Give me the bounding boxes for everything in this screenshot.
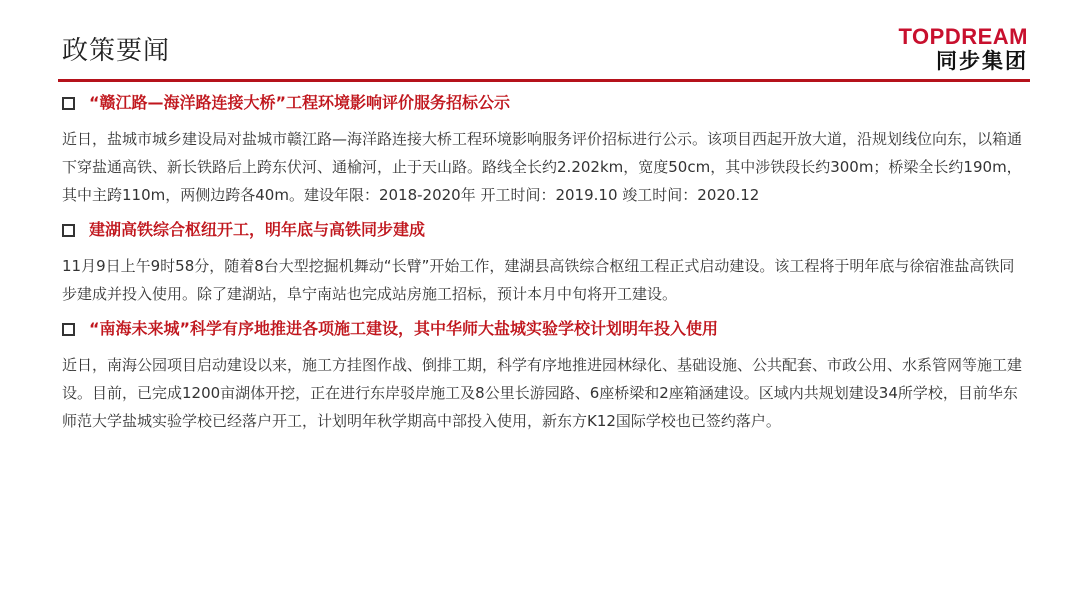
square-bullet-icon [62,224,75,237]
news-list [62,90,1028,442]
news-item-body: 近日，盐城市城乡建设局对盐城市赣江路—海洋路连接大桥工程环境影响服务评价招标进行公示。该项目西起开放大道，沿规划线位向东，以箱通下穿盐通高铁、新长铁路后上跨东伏河、通榆河，止于天山路。路线全长约2.202km，宽度50cm，其中涉铁段长约300m；桥梁全长约190m，其中主跨110m，两侧边跨各40m。建设年限：2018-2020年 开工时间：2019.10 竣工时间：2020.12 [62,130,1023,204]
news-item-title: “赣江路—海洋路连接大桥”工程环境影响评价服务招标公示 [89,93,511,112]
logo-wordmark-en: TOPDREAM [898,24,1028,49]
logo-wordmark-cn: 同步集团 [936,49,1028,73]
header-divider [58,79,1030,82]
news-item [62,90,1028,209]
news-item-heading [62,316,1028,342]
news-item-body: 11月9日上午9时58分，随着8台大型挖掘机舞动“长臂”开始工作，建湖县高铁综合枢纽工程正式启动建设。该工程将于明年底与徐宿淮盐高铁同步建成并投入使用。除了建湖站，阜宁南站也完成站房施工招标，预计本月中旬将开工建设。 [62,257,1015,303]
square-bullet-icon [62,323,75,336]
news-item-heading [62,90,1028,116]
news-item-body: 近日，南海公园项目启动建设以来，施工方挂图作战、倒排工期，科学有序地推进园林绿化、基础设施、公共配套、市政公用、水系管网等施工建设。目前，已完成1200亩湖体开挖，正在进行东岸驳岸施工及8公里长游园路、6座桥梁和2座箱涵建设。区域内共规划建设34所学校，目前华东师范大学盐城实验学校已经落户开工，计划明年秋学期高中部投入使用，新东方K12国际学校也已签约落户。 [62,356,1023,430]
news-item [62,316,1028,435]
square-bullet-icon [62,97,75,110]
company-logo [882,26,1028,73]
news-item-heading [62,217,1028,243]
news-item-title: 建湖高铁综合枢纽开工，明年底与高铁同步建成 [89,220,426,239]
page-title: 政策要闻 [62,36,171,66]
news-item [62,217,1028,308]
news-item-title: “南海未来城”科学有序地推进各项施工建设，其中华师大盐城实验学校计划明年投入使用 [89,319,719,338]
